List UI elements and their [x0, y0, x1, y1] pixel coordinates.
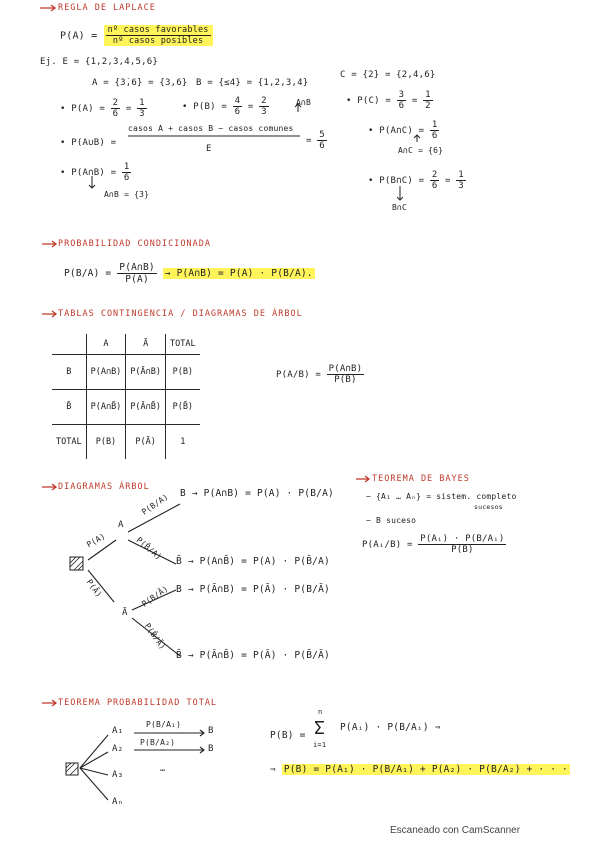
bayes-sucesos: sucesos [474, 503, 503, 511]
prob-BnC-lhs: • P(B∩C) = [368, 176, 425, 186]
prob-C-num1: 3 [398, 90, 405, 100]
table-cell: P(A∩B̄) [86, 390, 126, 425]
tree-leaf-4: B̄ → P(Ā∩B̄) = P(Ā) · P(B̄/Ā) [176, 650, 330, 661]
prob-C: • P(C) = $\frac{3}{6}$ = $\frac{1}{2}$ [346, 90, 431, 111]
prob-A: • P(A) = $\frac{2}{6}$ = $\frac{1}{3}$ [60, 98, 145, 119]
total-label-pB-A1: P(B/A₁) [146, 720, 182, 729]
total-sum-bottom: i=1 [313, 741, 327, 749]
bayes-event-B: − B suceso [366, 516, 417, 525]
total-sum-rhs: P(Aᵢ) · P(B/Aᵢ) ⇒ [340, 722, 441, 733]
table-row [52, 355, 200, 390]
prob-C-den2: 2 [425, 101, 431, 111]
branch-label-pAbar: P(Ā) [84, 577, 104, 600]
table-cell: TOTAL [52, 425, 86, 460]
section-title-laplace: REGLA DE LAPLACE [58, 3, 156, 13]
table-header-row [52, 334, 200, 355]
conditional-den: P(A) [125, 274, 149, 285]
prob-AnB-num: 1 [123, 162, 130, 172]
table-cell: TOTAL [166, 334, 200, 355]
bayes-num: P(Aᵢ) · P(B/Aᵢ) [420, 534, 505, 544]
total-expanded-arrow: ⇒ [270, 764, 276, 775]
table-row [52, 425, 200, 460]
prob-AnC [368, 120, 439, 141]
conditional-AB-formula [276, 364, 364, 385]
total-node-A3: A₃ [112, 770, 124, 780]
tree-leaf-1: B → P(A∩B) = P(A) · P(B/A) [180, 488, 334, 499]
prob-AnC-den: 6 [431, 131, 438, 141]
bayes-lhs: P(Aᵢ/B) = [362, 540, 413, 550]
section-arrow-arbol-icon [42, 484, 56, 490]
total-sum-top: n [318, 708, 323, 716]
prob-union-numerator: casos A + casos B − casos comunes [128, 124, 294, 133]
contingency-table [52, 334, 200, 459]
prob-A-den2: 3 [139, 109, 145, 119]
scanner-watermark: Escaneado con CamScanner [390, 825, 521, 836]
node-A: A [118, 520, 124, 530]
prob-union-res-num: 5 [319, 130, 325, 140]
prob-union-res-den: 6 [319, 141, 325, 151]
table-row [52, 390, 200, 425]
prob-BnC-num1: 2 [431, 170, 438, 180]
total-label-pB-A2: P(B/A₂) [140, 738, 176, 747]
tree-leaf-2: B̄ → P(A∩B̄) = P(A) · P(B̄/A) [176, 556, 330, 567]
set-A: A = {3̇,6̇} = {3,6} [92, 78, 188, 88]
bnc-label: B∩C [392, 203, 408, 212]
laplace-denominator: nº casos posibles [112, 36, 204, 46]
prob-AnB [60, 162, 131, 183]
laplace-formula-lhs: P(A) = [60, 30, 98, 42]
prob-AnC-lhs: • P(A∩C) = [368, 126, 425, 136]
prob-BnC-den2: 3 [458, 181, 464, 191]
table-cell: A [86, 334, 126, 355]
branch-label-pBAbar: P(B/Ā) [140, 584, 170, 609]
branch-label-pA: P(A) [85, 531, 107, 550]
conditional-lhs: P(B/A) = [64, 268, 112, 279]
prob-union-lhs: • P(A∪B) = [60, 138, 117, 148]
anb-label: A∩B [296, 98, 312, 107]
section-title-condicionada: PROBABILIDAD CONDICIONADA [58, 239, 211, 249]
table-cell: P(Ā∩B) [126, 355, 166, 390]
table-cell: P(B̄) [166, 390, 200, 425]
total-sum-lhs: P(B) = [270, 730, 306, 741]
prob-B-num1: 4 [234, 96, 241, 106]
branch-label-pBbarAbar: P(B̄/Ā) [142, 621, 168, 652]
total-node-A2: A₂ [112, 744, 124, 754]
table-cell: P(B) [86, 425, 126, 460]
prob-BnC: • P(B∩C) = $\frac{2}{6}$ = $\frac{1}{3}$ [368, 170, 464, 191]
prob-B: • P(B) = $\frac{4}{6}$ = $\frac{2}{3}$ [182, 96, 267, 117]
anc-set: A∩C = {6} [398, 146, 444, 155]
prob-AnB-lhs: • P(A∩B) = [60, 168, 117, 178]
bayes-complete-system: − {A₁ … Aₙ} = sistem. completo [366, 492, 517, 501]
section-arrow-total-icon [42, 700, 56, 706]
prob-B-den1: 6 [234, 107, 241, 117]
total-expanded-text: P(B) = P(A₁) · P(B/A₁) + P(A₂) · P(B/A₂) + · · · [283, 764, 568, 775]
prob-C-den1: 6 [398, 101, 405, 111]
table-cell: 1 [166, 425, 200, 460]
prob-A-lhs: • P(A) = [60, 104, 105, 114]
prob-C-lhs: • P(C) = [346, 96, 391, 106]
table-cell: P(A∩B) [86, 355, 126, 390]
section-title-tablas: TABLAS CONTINGENCIA / DIAGRAMAS DE ÁRBOL [58, 309, 303, 319]
prob-B-lhs: • P(B) = [182, 102, 227, 112]
total-dots: ⋯ [160, 766, 166, 776]
set-C: C = {2̇} = {2,4,6} [340, 70, 436, 80]
section-arrow-tablas-icon [42, 311, 56, 317]
table-cell: P(Ā∩B̄) [126, 390, 166, 425]
conditional-num: P(A∩B) [119, 262, 155, 273]
total-node-An: Aₙ [112, 797, 124, 807]
section-arrow-bayes-icon [356, 476, 369, 482]
anb-set: A∩B = {3} [104, 190, 150, 199]
section-title-total: TEOREMA PROBABILIDAD TOTAL [58, 698, 218, 708]
set-B: B = {≤4} = {1,2,3,4} [196, 78, 309, 88]
total-node-A1: A₁ [112, 726, 124, 736]
laplace-formula [60, 25, 213, 46]
probability-tree-diagram [88, 504, 180, 656]
conditional-AB-lhs: P(A/B) = [276, 370, 321, 380]
prob-C-num2: 1 [425, 90, 431, 100]
table-cell: B̄ [52, 390, 86, 425]
tree-leaf-3: B → P(Ā∩B) = P(Ā) · P(B/Ā) [176, 584, 330, 595]
section-title-bayes: TEOREMA DE BAYES [372, 474, 470, 484]
total-leaf-B1: B [208, 726, 214, 736]
total-expanded-formula [270, 764, 570, 775]
section-arrow-condicionada-icon [42, 241, 56, 247]
section-arrow-laplace-icon [40, 5, 55, 11]
branch-label-pBA: P(B/A) [140, 492, 170, 517]
prob-BnC-den1: 6 [431, 181, 438, 191]
prob-union-denominator: E [206, 144, 212, 154]
section-title-arbol: DIAGRAMAS ÁRBOL [58, 482, 150, 492]
table-cell [52, 334, 86, 355]
conditional-product-rule: → P(A∩B) = P(A) · P(B/A). [164, 268, 313, 279]
total-leaf-B2: B [208, 744, 214, 754]
laplace-fraction [104, 25, 213, 46]
laplace-numerator: nº casos favorables [107, 25, 209, 35]
prob-A-num1: 2 [112, 98, 119, 108]
bayes-den: P(B) [451, 545, 474, 555]
prob-A-den1: 6 [112, 109, 119, 119]
conditional-AB-num: P(A∩B) [328, 364, 363, 374]
prob-union-result: = $\frac{5}{6}$ [306, 130, 325, 151]
prob-B-num2: 2 [261, 96, 267, 106]
table-cell: P(Ā) [126, 425, 166, 460]
example-set-E: Ej. E = {1,2,3,4,5,6} [40, 57, 158, 67]
prob-BnC-num2: 1 [458, 170, 464, 180]
table-cell: P(B) [166, 355, 200, 390]
table-cell: B [52, 355, 86, 390]
node-Abar: Ā [122, 608, 128, 618]
prob-A-num2: 1 [139, 98, 145, 108]
branch-label-pBbarA: P(B̄/A) [134, 535, 164, 562]
conditional-AB-den: P(B) [334, 375, 357, 385]
prob-AnC-num: 1 [431, 120, 438, 130]
bayes-formula [362, 534, 506, 555]
total-sum-sigma: Σ [314, 718, 326, 739]
table-cell: Ā [126, 334, 166, 355]
conditional-formula [64, 262, 315, 285]
prob-AnB-den: 6 [123, 173, 130, 183]
prob-B-den2: 3 [261, 107, 267, 117]
